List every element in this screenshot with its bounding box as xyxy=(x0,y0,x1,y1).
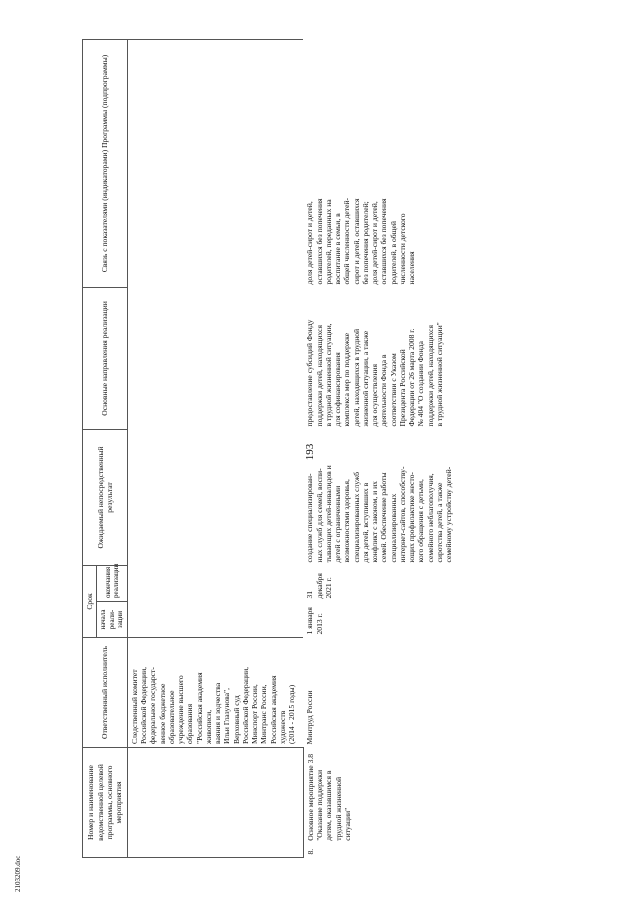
header-term: Срок xyxy=(83,565,97,637)
continuation-executor: Следственный комитет Российской Федерации, федеральное государст- венное бюджетное образовательное учреждение высшего образования "Российская академия живописи, ваяния и зодчества Ильи Глазунова", Верховный суд Российской Федерации, Минспорт России, Минтранс России, Российская академия художеств (2014 - 2015 годы) xyxy=(127,638,303,748)
header-directions: Основные направления реализации xyxy=(83,287,128,429)
header-number-name: Номер и наименование ведомственной целевой программы, основного мероприятия xyxy=(83,748,128,858)
continuation-indicators-cell xyxy=(127,39,303,287)
continuation-start-cell xyxy=(127,602,303,638)
program-table xyxy=(82,39,528,858)
row-end: 31 декабря 2021 г. xyxy=(305,573,333,599)
continuation-end-cell xyxy=(127,565,303,601)
header-start: начала реали-зации xyxy=(97,602,128,638)
row-result: создание специализирован- ных служб для семей, воспи- тывающих детей-инвалидов и детей с ограниченными возможностями здоровья, специализированных служб для детей, вступивших в конфликт с законом, и их семей. Обеспечение работы специализированных интернет-сайтов, способству- ющих профилактике жесто- кого обращения с детьми, семейного неблагополучия, сиротства детей, а также семейному устройству детей- xyxy=(305,465,454,563)
row-indicators: доля детей-сирот и детей, оставшихся без попечения родителей, переданных на воспитание в семьи, в общей численности детей- сирот и детей, оставшихся без попечения родителей; доля детей-сирот и детей, оставшихся без попечения родителей, в общей численности детского населения xyxy=(305,197,417,285)
doc-filename: 2103209.doc xyxy=(14,855,22,892)
row-start: 1 января 2013 г. xyxy=(305,607,324,635)
row-executor: Минтруд России xyxy=(305,690,315,745)
page-number: 193 xyxy=(304,443,316,461)
header-indicators: Связь с показателями (индикаторами) Программы (подпрограммы) xyxy=(83,39,128,287)
header-end: окончания реализации xyxy=(97,565,128,601)
continuation-name-cell xyxy=(127,748,303,858)
row-name: Основное мероприятие 3.8 "Оказание поддержки детям, оказавшимся в трудной жизненной ситуации" xyxy=(305,753,352,841)
row-number: 8. xyxy=(305,848,315,855)
table-row xyxy=(303,39,528,857)
continuation-row xyxy=(127,39,303,857)
row-directions: предоставление субсидий Фонду поддержки детей, находящихся в трудной жизненной ситуации, для софинансирования комплекса мер по поддержке детей, находящихся в трудной жизненной ситуации, а также для осуществления деятельности Фонда в соответствии с Указом Президента Российской Федерации от 26 марта 2008 г. № 404 "О создании Фонда поддержки детей, находящихся в трудной жизненной ситуации" xyxy=(305,319,444,427)
continuation-result-cell xyxy=(127,429,303,565)
row-name-cell xyxy=(303,748,528,858)
header-executor: Ответственный исполнитель xyxy=(83,638,128,748)
rotated-table-wrapper xyxy=(82,40,622,858)
header-result: Ожидаемый непосредственный результат xyxy=(83,429,128,565)
continuation-directions-cell xyxy=(127,287,303,429)
